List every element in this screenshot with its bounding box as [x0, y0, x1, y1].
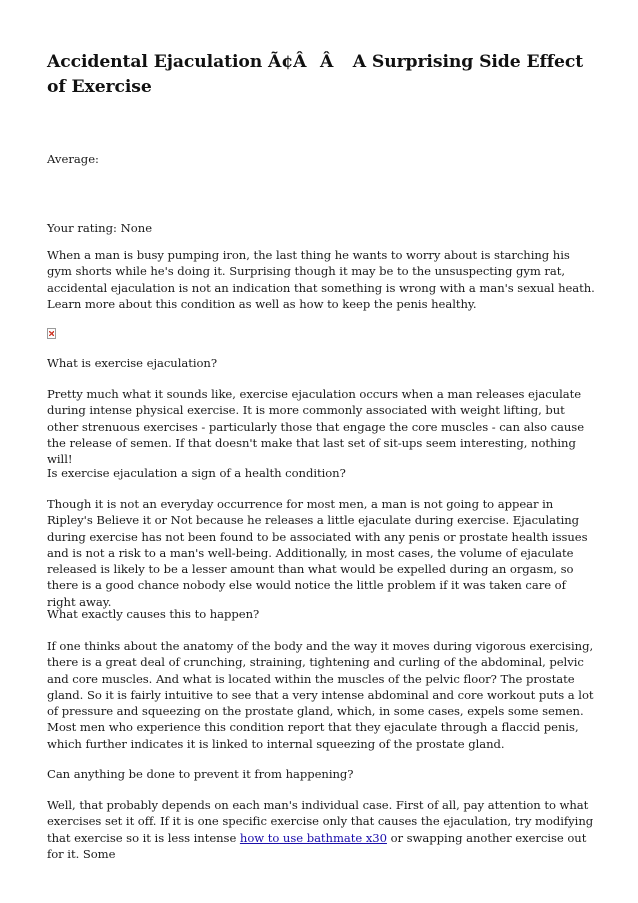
section-heading-what-is: What is exercise ejaculation?	[47, 356, 218, 370]
prevention-text-after-link: or swapping another exercise out for it. Some	[47, 830, 587, 861]
section-body-health-condition: Though it is not an everyday occurrence for most men, a man is not going to appear in Ripley's Believe it or Not because he releases a little ejaculate during exercise. Ejaculating during exercise has not been found to be associated with any penis or prostate health issues and is not a risk to a man's well-being. Additionally, in most cases, the volume of ejaculate released is likely to be a lesser amount than what would be expelled during an orgasm, so there is a good chance nobody else would notice the little problem if it was taken care of right away.	[47, 497, 588, 609]
bathmate-link[interactable]: how to use bathmate x30	[239, 830, 387, 845]
page-title: Accidental Ejaculation Ã¢ÂÂ A Surprising Side Effect of Exercise	[47, 52, 584, 97]
prevention-text-before-link: Well, that probably depends on each man's individual case. First of all, pay attention to what exercises set it off. If it is one specific exercise only that causes the ejaculation, try modifying that exercise so it is less intense	[47, 798, 594, 845]
your-rating-label: Your rating: None	[47, 221, 153, 235]
section-body-prevention	[47, 797, 595, 862]
average-rating-label: Average:	[47, 152, 99, 166]
intro-paragraph: When a man is busy pumping iron, the last thing he wants to worry about is starching his gym shorts while he's doing it. Surprising though it may be to the unsuspecting gym rat, accidental ejaculation is not an indication that something is wrong with a man's sexual heath. Learn more about this condition as well as how to keep the penis healthy.	[47, 248, 595, 311]
section-body-causes: If one thinks about the anatomy of the body and the way it moves during vigorous exercising, there is a great deal of crunching, straining, tightening and curling of the abdominal, pelvic and core muscles. And what is located within the muscles of the pelvic floor? The prostate gland. So it is fairly intuitive to see that a very intense abdominal and core workout puts a lot of pressure and squeezing on the prostate gland, which, in some cases, expels some semen. Most men who experience this condition report that they ejaculate through a flaccid penis, which further indicates it is linked to internal squeezing of the prostate gland.	[47, 639, 594, 751]
section-heading-prevention: Can anything be done to prevent it from happening?	[47, 767, 354, 781]
section-heading-health-condition: Is exercise ejaculation a sign of a health condition?	[47, 466, 346, 480]
section-body-what-is: Pretty much what it sounds like, exercise ejaculation occurs when a man releases ejaculate during intense physical exercise. It is more commonly associated with weight lifting, but other strenuous exercises - particularly those that engage the core muscles - can also cause the release of semen. If that doesn't make that last set of sit-ups seem interesting, nothing will!	[47, 387, 585, 467]
section-heading-causes: What exactly causes this to happen?	[47, 607, 260, 621]
broken-image-icon	[47, 328, 56, 339]
